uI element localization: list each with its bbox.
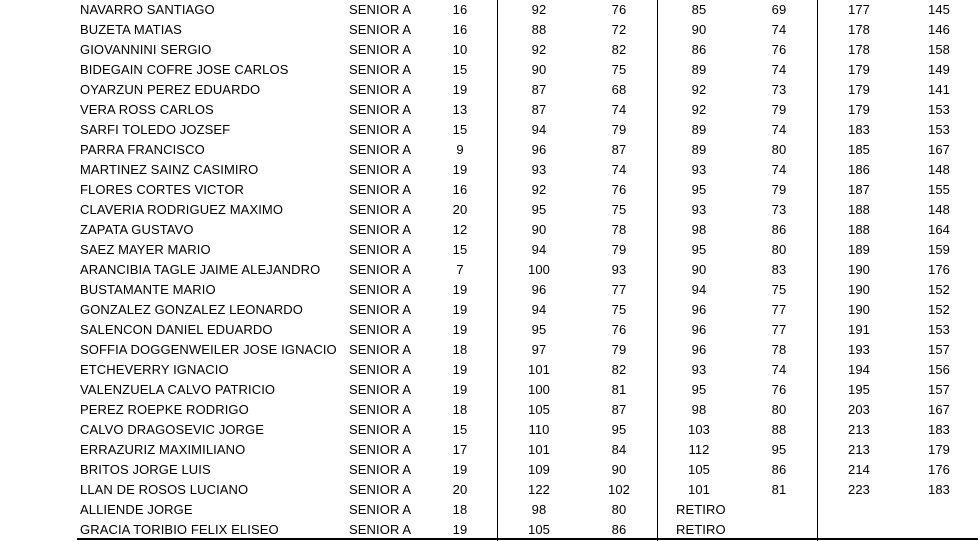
table-row xyxy=(0,40,980,60)
player-name-cell: NAVARRO SANTIAGO xyxy=(80,2,215,17)
round2-gross-cell: 103 xyxy=(688,422,710,437)
player-name-cell: GONZALEZ GONZALEZ LEONARDO xyxy=(80,302,303,317)
player-name-cell: PEREZ ROEPKE RODRIGO xyxy=(80,402,249,417)
round1-gross-cell: 110 xyxy=(528,422,550,437)
table-row xyxy=(0,520,980,540)
round2-net-cell: 95 xyxy=(771,442,787,457)
total-gross-cell: 214 xyxy=(848,462,870,477)
table-row xyxy=(0,240,980,260)
table-row xyxy=(0,500,980,520)
handicap-cell: 18 xyxy=(452,342,468,357)
table-row xyxy=(0,60,980,80)
total-gross-cell: 185 xyxy=(848,142,870,157)
category-cell: SENIOR A xyxy=(349,322,412,337)
round1-net-cell: 76 xyxy=(611,322,627,337)
player-name-cell: BUZETA MATIAS xyxy=(80,22,182,37)
round2-gross-cell: 85 xyxy=(691,2,707,17)
round1-gross-cell: 94 xyxy=(531,242,547,257)
category-cell: SENIOR A xyxy=(349,122,412,137)
handicap-cell: 18 xyxy=(452,402,468,417)
total-gross-cell: 194 xyxy=(848,362,870,377)
round2-gross-cell: 105 xyxy=(688,462,710,477)
total-net-cell: 148 xyxy=(928,162,950,177)
handicap-cell: 15 xyxy=(452,422,468,437)
total-gross-cell: 183 xyxy=(848,122,870,137)
round1-gross-cell: 92 xyxy=(531,182,547,197)
total-net-cell: 141 xyxy=(928,82,950,97)
round1-net-cell: 84 xyxy=(611,442,627,457)
total-gross-cell: 203 xyxy=(848,402,870,417)
total-gross-cell: 190 xyxy=(848,302,870,317)
total-gross-cell: 186 xyxy=(848,162,870,177)
round2-gross-cell: 89 xyxy=(691,62,707,77)
table-row xyxy=(0,100,980,120)
round2-gross-cell: 86 xyxy=(691,42,707,57)
player-name-cell: OYARZUN PEREZ EDUARDO xyxy=(80,82,261,97)
total-net-cell: 159 xyxy=(928,242,950,257)
round2-net-cell: 78 xyxy=(771,342,787,357)
total-net-cell: 146 xyxy=(928,22,950,37)
category-cell: SENIOR A xyxy=(349,242,412,257)
player-name-cell: SAEZ MAYER MARIO xyxy=(80,242,211,257)
round1-net-cell: 72 xyxy=(611,22,627,37)
round2-net-cell: 77 xyxy=(771,302,787,317)
handicap-cell: 15 xyxy=(452,242,468,257)
table-row xyxy=(0,280,980,300)
total-net-cell: 156 xyxy=(928,362,950,377)
round2-gross-cell: 98 xyxy=(691,402,707,417)
round1-net-cell: 95 xyxy=(611,422,627,437)
total-net-cell xyxy=(923,500,955,520)
round2-gross-cell: 93 xyxy=(691,202,707,217)
player-name-cell: CALVO DRAGOSEVIC JORGE xyxy=(80,422,264,437)
total-gross-cell: 190 xyxy=(848,262,870,277)
round2-gross-cell: 94 xyxy=(691,282,707,297)
round1-gross-cell: 97 xyxy=(531,342,547,357)
player-name-cell: VERA ROSS CARLOS xyxy=(80,102,214,117)
category-cell: SENIOR A xyxy=(349,342,412,357)
round2-net-cell: 86 xyxy=(771,222,787,237)
round1-gross-cell: 101 xyxy=(528,362,550,377)
total-gross-cell: 189 xyxy=(848,242,870,257)
table-row xyxy=(0,200,980,220)
round2-gross-cell: 90 xyxy=(691,22,707,37)
player-name-cell: SOFFIA DOGGENWEILER JOSE IGNACIO xyxy=(80,342,337,357)
category-cell: SENIOR A xyxy=(349,262,412,277)
player-name-cell: GRACIA TORIBIO FELIX ELISEO xyxy=(80,522,279,537)
round1-net-cell: 86 xyxy=(611,522,627,537)
round2-gross-cell: 95 xyxy=(691,242,707,257)
handicap-cell: 9 xyxy=(456,142,464,157)
handicap-cell: 7 xyxy=(456,262,464,277)
player-name-cell: PARRA FRANCISCO xyxy=(80,142,205,157)
category-cell: SENIOR A xyxy=(349,282,412,297)
round1-net-cell: 82 xyxy=(611,42,627,57)
round1-gross-cell: 87 xyxy=(531,102,547,117)
table-row xyxy=(0,220,980,240)
category-cell: SENIOR A xyxy=(349,162,412,177)
player-name-cell: ALLIENDE JORGE xyxy=(80,502,193,517)
table-row xyxy=(0,160,980,180)
handicap-cell: 17 xyxy=(452,442,468,457)
handicap-cell: 20 xyxy=(452,482,468,497)
total-net-cell: 157 xyxy=(928,342,950,357)
round2-gross-cell: 93 xyxy=(691,362,707,377)
round1-gross-cell: 98 xyxy=(531,502,547,517)
player-name-cell: ETCHEVERRY IGNACIO xyxy=(80,362,229,377)
player-name-cell: BUSTAMANTE MARIO xyxy=(80,282,216,297)
round1-gross-cell: 95 xyxy=(531,322,547,337)
round2-gross-cell: 95 xyxy=(691,182,707,197)
round2-net-cell: 73 xyxy=(771,202,787,217)
player-name-cell: VALENZUELA CALVO PATRICIO xyxy=(80,382,276,397)
table-row xyxy=(0,80,980,100)
total-net-cell: 176 xyxy=(928,262,950,277)
handicap-cell: 16 xyxy=(452,22,468,37)
player-name-cell: ARANCIBIA TAGLE JAIME ALEJANDRO xyxy=(80,262,321,277)
table-row xyxy=(0,300,980,320)
category-cell: SENIOR A xyxy=(349,2,412,17)
round2-gross-cell: 98 xyxy=(691,222,707,237)
round1-net-cell: 87 xyxy=(611,402,627,417)
total-net-cell: 176 xyxy=(928,462,950,477)
round2-gross-cell: 96 xyxy=(691,322,707,337)
round1-gross-cell: 122 xyxy=(528,482,550,497)
round1-net-cell: 76 xyxy=(611,182,627,197)
round1-gross-cell: 100 xyxy=(528,262,550,277)
category-cell: SENIOR A xyxy=(349,102,412,117)
handicap-cell: 13 xyxy=(452,102,468,117)
category-cell: SENIOR A xyxy=(349,382,412,397)
round1-net-cell: 76 xyxy=(611,2,627,17)
category-cell: SENIOR A xyxy=(349,222,412,237)
round1-net-cell: 93 xyxy=(611,262,627,277)
category-cell: SENIOR A xyxy=(349,442,412,457)
total-gross-cell: 188 xyxy=(848,202,870,217)
player-name-cell: SALENCON DANIEL EDUARDO xyxy=(80,322,273,337)
round1-gross-cell: 88 xyxy=(531,22,547,37)
total-gross-cell: 191 xyxy=(848,322,870,337)
round2-net-cell xyxy=(763,500,795,520)
total-net-cell: 183 xyxy=(928,482,950,497)
round1-net-cell: 79 xyxy=(611,242,627,257)
round1-net-cell: 79 xyxy=(611,122,627,137)
round2-gross-cell: 112 xyxy=(688,442,710,457)
category-cell: SENIOR A xyxy=(349,402,412,417)
total-net-cell: 155 xyxy=(928,182,950,197)
round1-net-cell: 75 xyxy=(611,302,627,317)
handicap-cell: 19 xyxy=(452,282,468,297)
round2-net-cell: 73 xyxy=(771,82,787,97)
round1-gross-cell: 105 xyxy=(528,522,550,537)
round1-gross-cell: 96 xyxy=(531,142,547,157)
category-cell: SENIOR A xyxy=(349,142,412,157)
round1-gross-cell: 90 xyxy=(531,62,547,77)
total-net-cell: 153 xyxy=(928,322,950,337)
table-row xyxy=(0,320,980,340)
round2-net-cell: 83 xyxy=(771,262,787,277)
total-gross-cell: 195 xyxy=(848,382,870,397)
total-net-cell: 152 xyxy=(928,282,950,297)
category-cell: SENIOR A xyxy=(349,462,412,477)
total-net-cell: 167 xyxy=(928,402,950,417)
category-cell: SENIOR A xyxy=(349,62,412,77)
handicap-cell: 10 xyxy=(452,42,468,57)
category-cell: SENIOR A xyxy=(349,182,412,197)
total-net-cell: 145 xyxy=(928,2,950,17)
total-gross-cell: 177 xyxy=(848,2,870,17)
total-net-cell: 158 xyxy=(928,42,950,57)
total-net-cell: 157 xyxy=(928,382,950,397)
round2-gross-cell: RETIRO xyxy=(676,522,726,537)
round2-gross-cell: 101 xyxy=(688,482,710,497)
total-net-cell: 152 xyxy=(928,302,950,317)
total-net-cell: 179 xyxy=(928,442,950,457)
category-cell: SENIOR A xyxy=(349,82,412,97)
table-row xyxy=(0,360,980,380)
round2-net-cell xyxy=(763,520,795,540)
round2-net-cell: 76 xyxy=(771,42,787,57)
round2-net-cell: 79 xyxy=(771,102,787,117)
round1-gross-cell: 94 xyxy=(531,122,547,137)
round2-net-cell: 74 xyxy=(771,162,787,177)
round1-net-cell: 75 xyxy=(611,62,627,77)
round1-net-cell: 80 xyxy=(611,502,627,517)
round1-gross-cell: 101 xyxy=(528,442,550,457)
round2-gross-cell: 96 xyxy=(691,302,707,317)
round1-gross-cell: 94 xyxy=(531,302,547,317)
player-name-cell: BIDEGAIN COFRE JOSE CARLOS xyxy=(80,62,289,77)
round2-gross-cell: 89 xyxy=(691,142,707,157)
total-gross-cell xyxy=(843,520,875,540)
handicap-cell: 19 xyxy=(452,382,468,397)
total-gross-cell xyxy=(843,500,875,520)
total-net-cell: 164 xyxy=(928,222,950,237)
round2-net-cell: 79 xyxy=(771,182,787,197)
table-row xyxy=(0,420,980,440)
category-cell: SENIOR A xyxy=(349,482,412,497)
player-name-cell: BRITOS JORGE LUIS xyxy=(80,462,211,477)
handicap-cell: 20 xyxy=(452,202,468,217)
round1-net-cell: 82 xyxy=(611,362,627,377)
handicap-cell: 15 xyxy=(452,62,468,77)
table-row xyxy=(0,400,980,420)
round2-gross-cell: 93 xyxy=(691,162,707,177)
round2-gross-cell: 90 xyxy=(691,262,707,277)
handicap-cell: 19 xyxy=(452,162,468,177)
total-gross-cell: 190 xyxy=(848,282,870,297)
round1-net-cell: 74 xyxy=(611,162,627,177)
round1-gross-cell: 105 xyxy=(528,402,550,417)
table-row xyxy=(0,480,980,500)
player-name-cell: MARTINEZ SAINZ CASIMIRO xyxy=(80,162,259,177)
round1-net-cell: 81 xyxy=(611,382,627,397)
table-row xyxy=(0,0,980,20)
round1-net-cell: 68 xyxy=(611,82,627,97)
table-row xyxy=(0,20,980,40)
round1-gross-cell: 92 xyxy=(531,42,547,57)
round2-net-cell: 76 xyxy=(771,382,787,397)
handicap-cell: 16 xyxy=(452,182,468,197)
total-gross-cell: 179 xyxy=(848,82,870,97)
handicap-cell: 19 xyxy=(452,302,468,317)
round1-gross-cell: 109 xyxy=(528,462,550,477)
total-gross-cell: 187 xyxy=(848,182,870,197)
round1-net-cell: 74 xyxy=(611,102,627,117)
total-net-cell: 167 xyxy=(928,142,950,157)
round2-net-cell: 81 xyxy=(771,482,787,497)
table-row xyxy=(0,440,980,460)
round2-net-cell: 88 xyxy=(771,422,787,437)
category-cell: SENIOR A xyxy=(349,522,412,537)
total-gross-cell: 213 xyxy=(848,442,870,457)
round2-net-cell: 86 xyxy=(771,462,787,477)
round1-net-cell: 75 xyxy=(611,202,627,217)
round2-gross-cell: 92 xyxy=(691,102,707,117)
round2-net-cell: 77 xyxy=(771,322,787,337)
handicap-cell: 19 xyxy=(452,322,468,337)
table-row xyxy=(0,260,980,280)
category-cell: SENIOR A xyxy=(349,42,412,57)
category-cell: SENIOR A xyxy=(349,362,412,377)
category-cell: SENIOR A xyxy=(349,202,412,217)
round2-gross-cell: 89 xyxy=(691,122,707,137)
round2-net-cell: 80 xyxy=(771,402,787,417)
total-gross-cell: 188 xyxy=(848,222,870,237)
total-gross-cell: 223 xyxy=(848,482,870,497)
table-row xyxy=(0,380,980,400)
category-cell: SENIOR A xyxy=(349,22,412,37)
total-net-cell: 153 xyxy=(928,122,950,137)
total-net-cell: 148 xyxy=(928,202,950,217)
round2-net-cell: 74 xyxy=(771,62,787,77)
table-row xyxy=(0,140,980,160)
round1-net-cell: 87 xyxy=(611,142,627,157)
total-gross-cell: 179 xyxy=(848,62,870,77)
round1-gross-cell: 96 xyxy=(531,282,547,297)
round1-net-cell: 78 xyxy=(611,222,627,237)
round2-net-cell: 80 xyxy=(771,142,787,157)
round2-net-cell: 74 xyxy=(771,362,787,377)
round2-net-cell: 74 xyxy=(771,22,787,37)
handicap-cell: 19 xyxy=(452,82,468,97)
round2-net-cell: 74 xyxy=(771,122,787,137)
round1-gross-cell: 95 xyxy=(531,202,547,217)
handicap-cell: 19 xyxy=(452,462,468,477)
round1-net-cell: 102 xyxy=(608,482,630,497)
round2-net-cell: 80 xyxy=(771,242,787,257)
category-cell: SENIOR A xyxy=(349,422,412,437)
player-name-cell: LLAN DE ROSOS LUCIANO xyxy=(80,482,249,497)
round2-net-cell: 75 xyxy=(771,282,787,297)
total-net-cell: 149 xyxy=(928,62,950,77)
total-gross-cell: 193 xyxy=(848,342,870,357)
round1-gross-cell: 90 xyxy=(531,222,547,237)
round1-gross-cell: 92 xyxy=(531,2,547,17)
round1-gross-cell: 87 xyxy=(531,82,547,97)
round1-net-cell: 77 xyxy=(611,282,627,297)
player-name-cell: GIOVANNINI SERGIO xyxy=(80,42,212,57)
player-name-cell: SARFI TOLEDO JOZSEF xyxy=(80,122,231,137)
category-cell: SENIOR A xyxy=(349,502,412,517)
round2-gross-cell: RETIRO xyxy=(676,502,726,517)
round1-gross-cell: 100 xyxy=(528,382,550,397)
handicap-cell: 18 xyxy=(452,502,468,517)
total-gross-cell: 179 xyxy=(848,102,870,117)
total-net-cell xyxy=(923,520,955,540)
table-row xyxy=(0,180,980,200)
table-row xyxy=(0,340,980,360)
handicap-cell: 16 xyxy=(452,2,468,17)
round1-gross-cell: 93 xyxy=(531,162,547,177)
table-row xyxy=(0,460,980,480)
round1-net-cell: 79 xyxy=(611,342,627,357)
player-name-cell: ZAPATA GUSTAVO xyxy=(80,222,194,237)
total-gross-cell: 213 xyxy=(848,422,870,437)
handicap-cell: 19 xyxy=(452,362,468,377)
handicap-cell: 19 xyxy=(452,522,468,537)
round2-gross-cell: 92 xyxy=(691,82,707,97)
handicap-cell: 15 xyxy=(452,122,468,137)
round2-net-cell: 69 xyxy=(771,2,787,17)
round1-net-cell: 90 xyxy=(611,462,627,477)
player-name-cell: FLORES CORTES VICTOR xyxy=(80,182,245,197)
total-gross-cell: 178 xyxy=(848,42,870,57)
total-net-cell: 153 xyxy=(928,102,950,117)
total-gross-cell: 178 xyxy=(848,22,870,37)
table-row xyxy=(0,120,980,140)
player-name-cell: ERRAZURIZ MAXIMILIANO xyxy=(80,442,246,457)
category-cell: SENIOR A xyxy=(349,302,412,317)
round2-gross-cell: 96 xyxy=(691,342,707,357)
handicap-cell: 12 xyxy=(452,222,468,237)
total-net-cell: 183 xyxy=(928,422,950,437)
player-name-cell: CLAVERIA RODRIGUEZ MAXIMO xyxy=(80,202,284,217)
round2-gross-cell: 95 xyxy=(691,382,707,397)
